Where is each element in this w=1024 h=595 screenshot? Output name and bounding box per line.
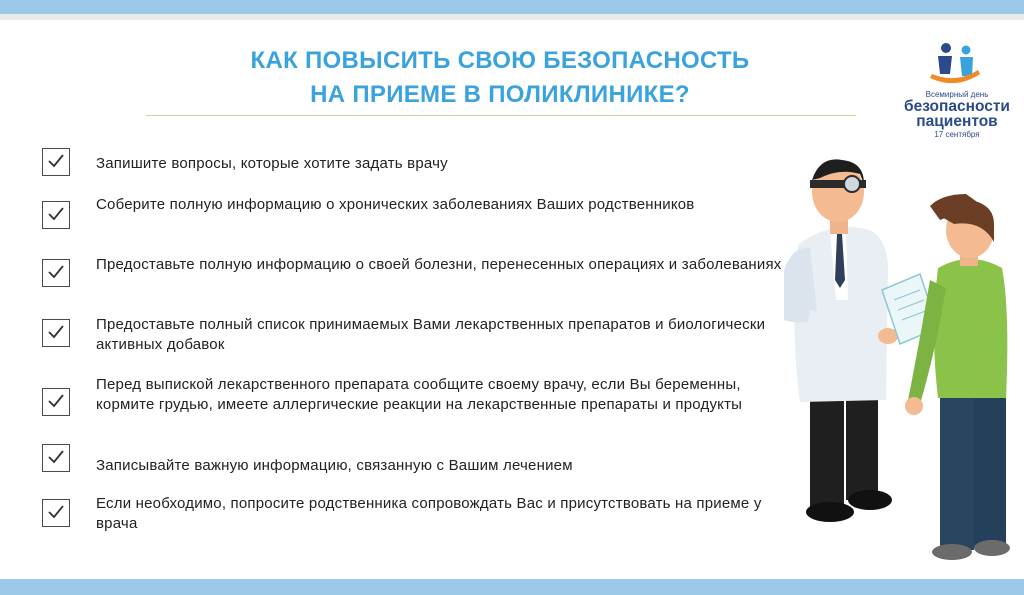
checkmark-icon [46,391,66,411]
checkmark-icon [46,322,66,342]
patient-safety-day-logo [896,40,1018,140]
people-logo-icon [896,40,1018,90]
checkmark-icon [46,502,66,522]
checkmark-icon [46,262,66,282]
checklist-item-text: Предоставьте полную информацию о своей болезни, перенесенных операциях и заболеваниях [96,256,782,273]
title-line-2: НА ПРИЕМЕ В ПОЛИКЛИНИКЕ? [310,81,690,108]
checkbox[interactable] [42,148,70,176]
checklist-item-text: Перед выпиской лекарственного препарата сообщите своему врачу, если Вы беременны, кормите грудью, имеете аллергические реакции на лекарственные препараты и продукты [96,376,743,413]
checkmark-icon [46,204,66,224]
checkmark-icon [46,447,66,467]
logo-line-1: Всемирный день [925,90,989,99]
patient-figure [905,194,1010,560]
bottom-bar [0,579,1024,595]
checklist-item-text: Предоставьте полный список принимаемых Вами лекарственных препаратов и биологически активных добавок [96,316,766,353]
logo-line-3: пациентов [916,113,998,130]
checklist-item-text: Если необходимо, попросите родственника сопровождать Вас и присутствовать на приеме у врача [96,495,762,532]
doctor-patient-illustration [770,150,1024,575]
checklist-item-text: Запишите вопросы, которые хотите задать врачу [96,155,448,172]
logo-line-4: 17 сентября [934,130,980,139]
checkbox[interactable] [42,444,70,472]
checklist-item-text: Записывайте важную информацию, связанную с Вашим лечением [96,457,573,474]
checklist-item-text: Соберите полную информацию о хронических заболеваниях Ваших родственников [96,196,695,213]
checkbox[interactable] [42,201,70,229]
checkbox[interactable] [42,388,70,416]
checkbox[interactable] [42,319,70,347]
logo-line-2: безопасности [904,98,1010,115]
checkbox[interactable] [42,259,70,287]
page-title [140,44,860,112]
title-line-1: КАК ПОВЫСИТЬ СВОЮ БЕЗОПАСНОСТЬ [250,47,750,74]
top-bar [0,0,1024,14]
checkbox[interactable] [42,499,70,527]
checkmark-icon [46,151,66,171]
top-bar-line [0,14,1024,20]
doctor-figure [784,159,898,522]
title-underline [146,115,856,116]
